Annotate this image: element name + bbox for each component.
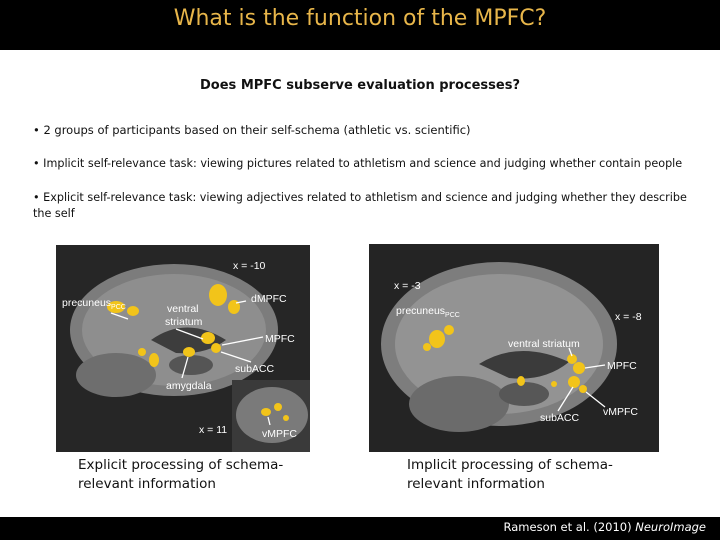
- slide-subtitle: Does MPFC subserve evaluation processes?: [200, 78, 520, 93]
- label-precuneus: precuneus$_{PCC}$: [396, 305, 460, 319]
- citation-journal: NeuroImage: [635, 520, 706, 534]
- brain-image-implicit: [369, 244, 659, 452]
- caption-explicit: Explicit processing of schema-relevant information: [78, 457, 284, 492]
- coord-top-label: x = -3: [394, 280, 421, 292]
- label-vmpfc: vMPFC: [603, 406, 638, 418]
- coord-bottom-label: x = 11: [199, 424, 228, 436]
- label-mpfc: MPFC: [607, 360, 637, 372]
- coord-top-label: x = -10: [233, 260, 266, 272]
- label-subacc: subACC: [235, 363, 275, 375]
- label-ventral: ventral: [167, 303, 199, 315]
- label-vmpfc: vMPFC: [262, 428, 297, 440]
- brain-figure-implicit: [369, 244, 659, 452]
- caption-implicit: Implicit processing of schema-relevant information: [407, 457, 613, 492]
- label-subacc: subACC: [540, 412, 580, 424]
- citation-authors: Rameson et al. (2010): [503, 520, 636, 534]
- bullet-2: • Implicit self-relevance task: viewing pictures related to athletism and science and judging whether contain people: [33, 157, 683, 170]
- bullet-3: • Explicit self-relevance task: viewing adjectives related to athletism and science and judging whether they describe the self: [33, 191, 687, 220]
- citation: [504, 520, 706, 534]
- coord-right-label: x = -8: [615, 311, 642, 323]
- label-precuneus: precuneus$_{PCC}$: [62, 297, 126, 311]
- slide-title: What is the function of the MPFC?: [173, 6, 547, 31]
- label-mpfc: MPFC: [265, 333, 295, 345]
- label-striatum: striatum: [165, 316, 203, 328]
- brain-image-explicit: [56, 245, 310, 452]
- label-ventral-striatum: ventral striatum: [508, 338, 580, 350]
- label-dmpfc: dMPFC: [251, 293, 287, 305]
- label-amygdala: amygdala: [166, 380, 212, 392]
- brain-figure-explicit: [56, 245, 310, 452]
- bullet-1: • 2 groups of participants based on their self-schema (athletic vs. scientific): [33, 123, 471, 137]
